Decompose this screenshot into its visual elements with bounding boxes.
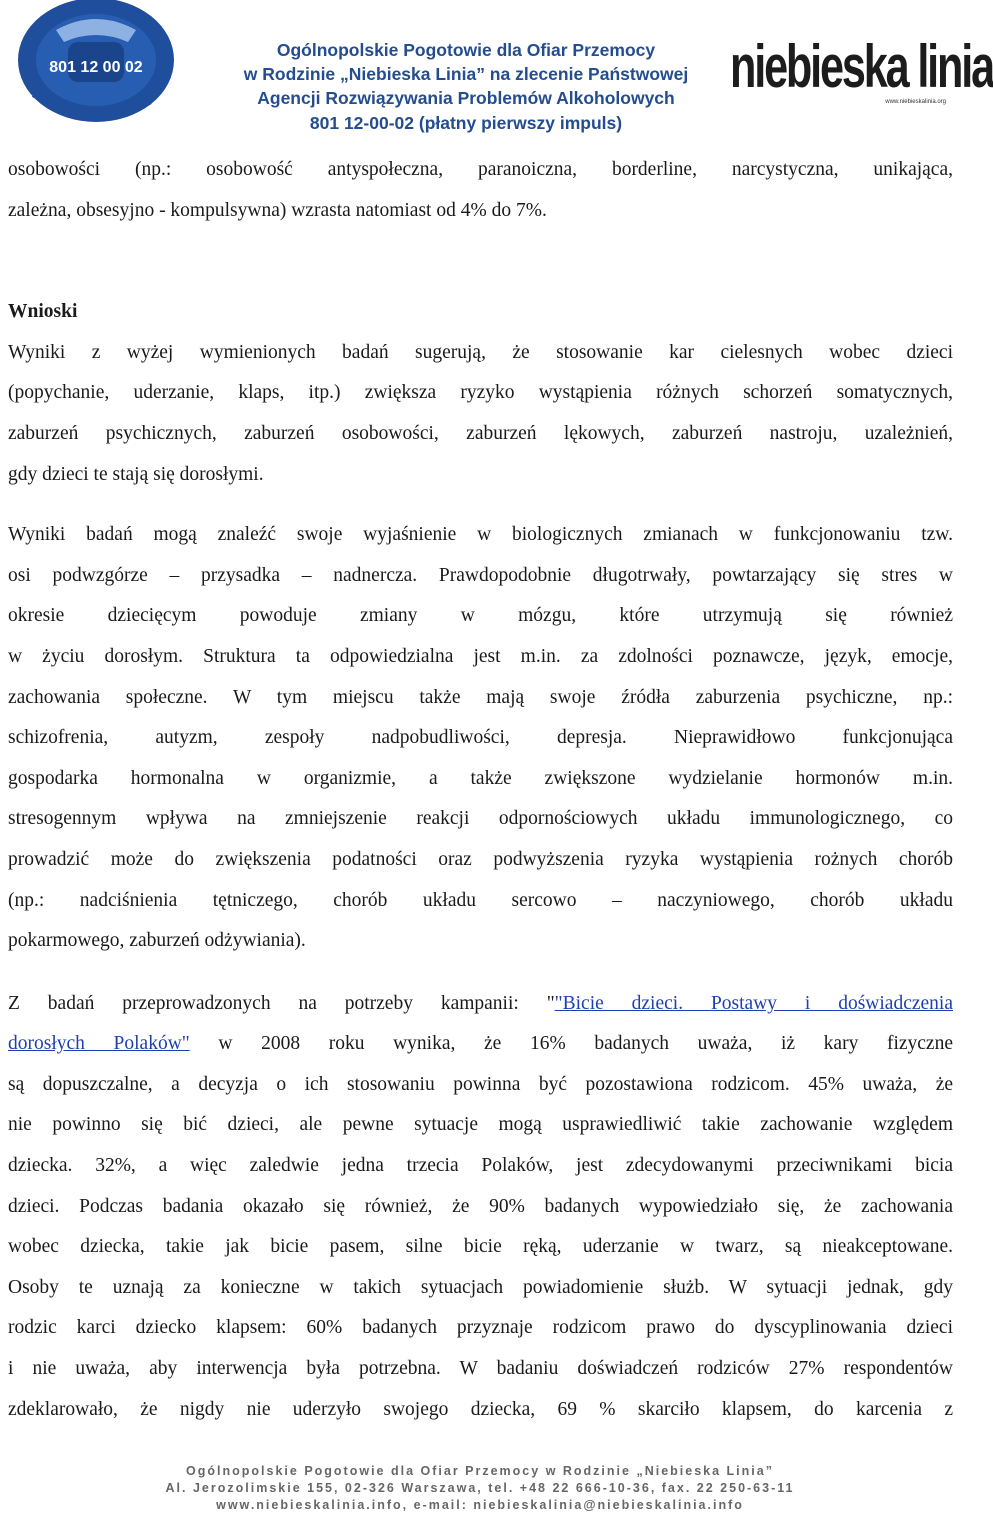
text-line: zaburzeń psychicznych, zaburzeń osobowości, zaburzeń lękowych, zaburzeń nastroju, uzależnień,	[8, 422, 953, 444]
header-line-4: 801 12-00-02 (płatny pierwszy impuls)	[309, 112, 623, 133]
footer-address: Al. Jerozolimskie 155, 02-326 Warszawa, tel. +48 22 666-10-36, fax. 22 250-63-11	[165, 1481, 795, 1495]
niebieska-linia-phone-logo	[8, 0, 178, 130]
brand-url: www.niebieskalinia.org	[885, 99, 946, 105]
campaign-report-link-continued[interactable]: dorosłych Polaków"	[8, 1033, 190, 1055]
text-fragment: Z badań przeprowadzonych na potrzeby kampanii: "	[8, 992, 555, 1014]
paragraph-conclusions	[8, 333, 953, 495]
text-line: prowadzić może do zwiększenia podatności oraz podwyższenia ryzyka wystąpienia rożnych chorób	[8, 848, 953, 870]
document-body	[8, 150, 953, 1430]
text-line: zależna, obsesyjno - kompulsywna) wzrasta natomiast od 4% do 7%.	[8, 199, 547, 221]
text-line: Osoby te uznają za konieczne w takich sytuacjach powiadomienie służb. W sytuacji jednak, gdy	[8, 1276, 953, 1298]
text-line: są dopuszczalne, a decyzja o ich stosowaniu powinna być pozostawiona rodzicom. 45% uważa, że	[8, 1073, 953, 1095]
svg-text:niebieska linia: niebieska linia	[27, 82, 154, 127]
section-heading: Wnioski	[8, 301, 78, 323]
page-footer	[0, 1463, 960, 1514]
niebieska-linia-brand-logo	[730, 24, 993, 110]
text-fragment: w 2008 roku wynika, że 16% badanych uważa, iż kary fizyczne	[189, 1033, 953, 1055]
text-line: dziecka. 32%, a więc zaledwie jedna trzecia Polaków, jest zdecydowanymi przeciwnikami bicia	[8, 1155, 953, 1177]
text-line	[8, 1024, 953, 1065]
header-line-2: w Rodzinie „Niebieska Linia” na zlecenie Państwowej	[243, 64, 689, 85]
footer-contact: www.niebieskalinia.info, e-mail: niebieskalinia@niebieskalinia.info	[216, 1498, 744, 1512]
paragraph-intro-continuation	[8, 150, 953, 231]
text-line: zachowania społeczne. W tym miejscu także mają swoje źródła zaburzenia psychiczne, np.:	[8, 686, 953, 708]
text-line: rodzic karci dziecko klapsem: 60% badanych przyznaje rodzicom prawo do dyscyplinowania dzieci	[8, 1317, 953, 1339]
text-line: zdeklarowało, że nigdy nie uderzyło swojego dziecka, 69 % skarciło klapsem, do karcenia z	[8, 1398, 953, 1420]
text-line: i nie uważa, aby interwencja była potrzebna. W badaniu doświadczeń rodziców 27% respondentów	[8, 1358, 953, 1380]
paragraph-campaign-survey	[8, 984, 953, 1431]
text-line: dzieci. Podczas badania okazało się również, że 90% badanych wypowiedziało się, że zachowania	[8, 1195, 953, 1217]
text-line: osi podwzgórze – przysadka – nadnercza. Prawdopodobnie długotrwały, powtarzający się stres w	[8, 564, 953, 586]
brand-wordmark: niebieska linia	[730, 33, 993, 100]
footer-organization: Ogólnopolskie Pogotowie dla Ofiar Przemocy w Rodzinie „Niebieska Linia”	[186, 1464, 774, 1478]
text-line: Wyniki badań mogą znaleźć swoje wyjaśnienie w biologicznych zmianach w funkcjonowaniu tzw.	[8, 524, 953, 546]
text-line: okresie dziecięcym powoduje zmiany w mózgu, które utrzymują się również	[8, 605, 953, 627]
text-line: wobec dziecka, takie jak bicie pasem, silne bicie ręką, uderzanie w twarz, są nieakceptowane.	[8, 1236, 953, 1258]
text-line: nie powinno się bić dzieci, ale pewne sytuacje mogą usprawiedliwić takie zachowanie względem	[8, 1114, 953, 1136]
svg-text:801 12 00 02: 801 12 00 02	[49, 59, 143, 76]
text-line	[8, 984, 953, 1025]
text-line: w życiu dorosłym. Struktura ta odpowiedzialna jest m.in. za zdolności poznawcze, język, emocje,	[8, 645, 953, 667]
text-line: gdy dzieci te stają się dorosłymi.	[8, 463, 264, 485]
header-line-1: Ogólnopolskie Pogotowie dla Ofiar Przemocy	[276, 40, 656, 60]
page-header	[0, 0, 993, 138]
text-line: pokarmowego, zaburzeń odżywiania).	[8, 930, 306, 952]
text-line: (np.: nadciśnienia tętniczego, chorób układu sercowo – naczyniowego, chorób układu	[8, 889, 953, 911]
text-line: osobowości (np.: osobowość antyspołeczna, paranoiczna, borderline, narcystyczna, unikająca,	[8, 159, 953, 180]
text-line: Wyniki z wyżej wymienionych badań sugerują, że stosowanie kar cielesnych wobec dzieci	[8, 341, 953, 363]
header-title	[206, 38, 726, 135]
header-line-3: Agencji Rozwiązywania Problemów Alkoholowych	[257, 88, 675, 109]
text-line: stresogennym wpływa na zmniejszenie reakcji odpornościowych układu immunologicznego, co	[8, 808, 953, 830]
text-line: schizofrenia, autyzm, zespoły nadpobudliwości, depresja. Nieprawidłowo funkcjonująca	[8, 727, 953, 749]
text-line: (popychanie, uderzanie, klaps, itp.) zwiększa ryzyko wystąpienia różnych schorzeń somatycznych,	[8, 382, 953, 404]
paragraph-biological-explanation	[8, 515, 953, 962]
text-line: gospodarka hormonalna w organizmie, a także zwiększone wydzielanie hormonów m.in.	[8, 767, 953, 789]
campaign-report-link[interactable]: "Bicie dzieci. Postawy i doświadczenia	[554, 992, 953, 1014]
